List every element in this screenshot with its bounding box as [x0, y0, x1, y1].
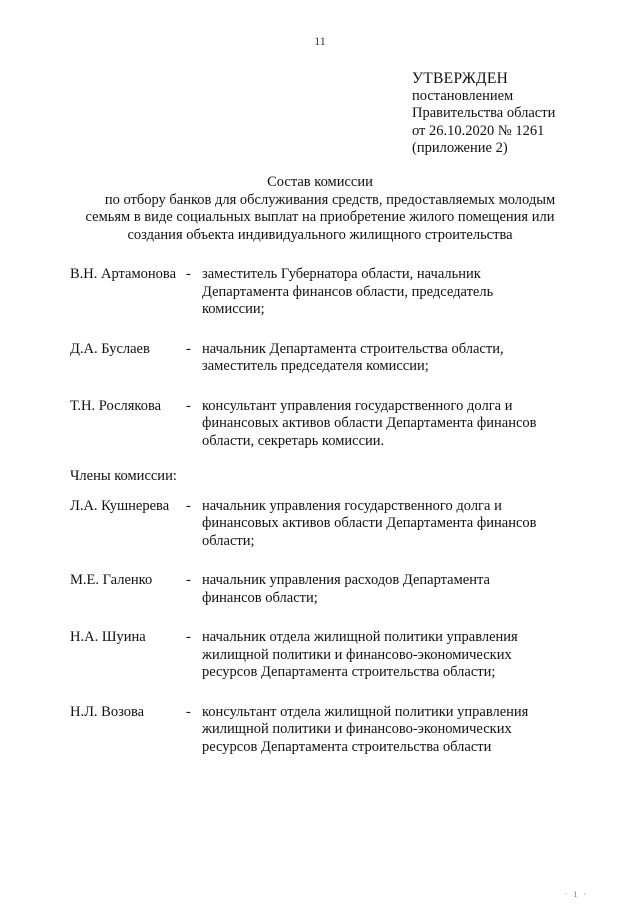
heading-title: Состав комиссии [267, 174, 373, 190]
approval-title: УТВЕРЖДЕН [412, 70, 509, 87]
heading-line: семьям в виде социальных выплат на приобретение жилого помещения или [85, 209, 555, 226]
member-name: Н.Л. Возова [70, 703, 145, 720]
member-row [70, 572, 570, 607]
document-heading [0, 174, 640, 244]
member-dash: - [186, 629, 191, 645]
member-dash: - [186, 266, 191, 282]
member-name: Т.Н. Рослякова [70, 397, 162, 414]
member-row [70, 341, 570, 376]
member-name: Н.А. Шуина [70, 629, 146, 645]
member-dash: - [186, 397, 191, 414]
commission-list [70, 266, 570, 778]
members-label: Члены комиссии: [70, 468, 177, 484]
member-row [70, 704, 570, 757]
member-row [70, 629, 570, 682]
member-dash: - [186, 572, 191, 588]
member-role: консультант управления государственного долга и финансовых активов области Департамента финансов области, секретарь комиссии. [202, 397, 537, 449]
member-role: начальник Департамента строительства области, заместитель председателя комиссии; [202, 340, 504, 374]
page-number: 11 [314, 34, 326, 48]
approval-line: постановлением [412, 87, 514, 104]
member-name: М.Е. Галенко [70, 572, 153, 588]
member-name: Л.А. Кушнерева [70, 497, 170, 514]
member-role: заместитель Губернатора области, начальник Департамента финансов области, председатель комиссии; [202, 266, 494, 317]
member-dash: - [186, 497, 191, 514]
footer-mark: · 1 · [564, 890, 588, 899]
member-dash: - [186, 703, 191, 720]
approval-block [412, 70, 555, 158]
heading-line: по отбору банков для обслуживания средств, предоставляемых молодым [104, 191, 556, 208]
member-role: начальник отдела жилищной политики управления жилищной политики и финансово-экономических ресурсов Департамента строительства области; [202, 629, 518, 680]
member-row [70, 498, 570, 551]
member-name: Д.А. Буслаев [70, 340, 150, 357]
member-role: начальник управления государственного долга и финансовых активов области Департамента финансов области; [202, 497, 537, 549]
member-role: начальник управления расходов Департамента финансов области; [202, 572, 490, 606]
approval-line: Правительства области [412, 105, 556, 122]
member-row [70, 398, 570, 451]
member-dash: - [186, 340, 191, 357]
member-role: консультант отдела жилищной политики управления жилищной политики и финансово-экономических ресурсов Департамента строительства области [202, 703, 529, 755]
approval-line: от 26.10.2020 № 1261 [412, 122, 545, 139]
approval-line: (приложение 2) [412, 140, 508, 157]
member-row [70, 266, 570, 319]
member-name: В.Н. Артамонова [70, 266, 177, 282]
heading-line: создания объекта индивидуального жилищного строительства [127, 226, 513, 243]
